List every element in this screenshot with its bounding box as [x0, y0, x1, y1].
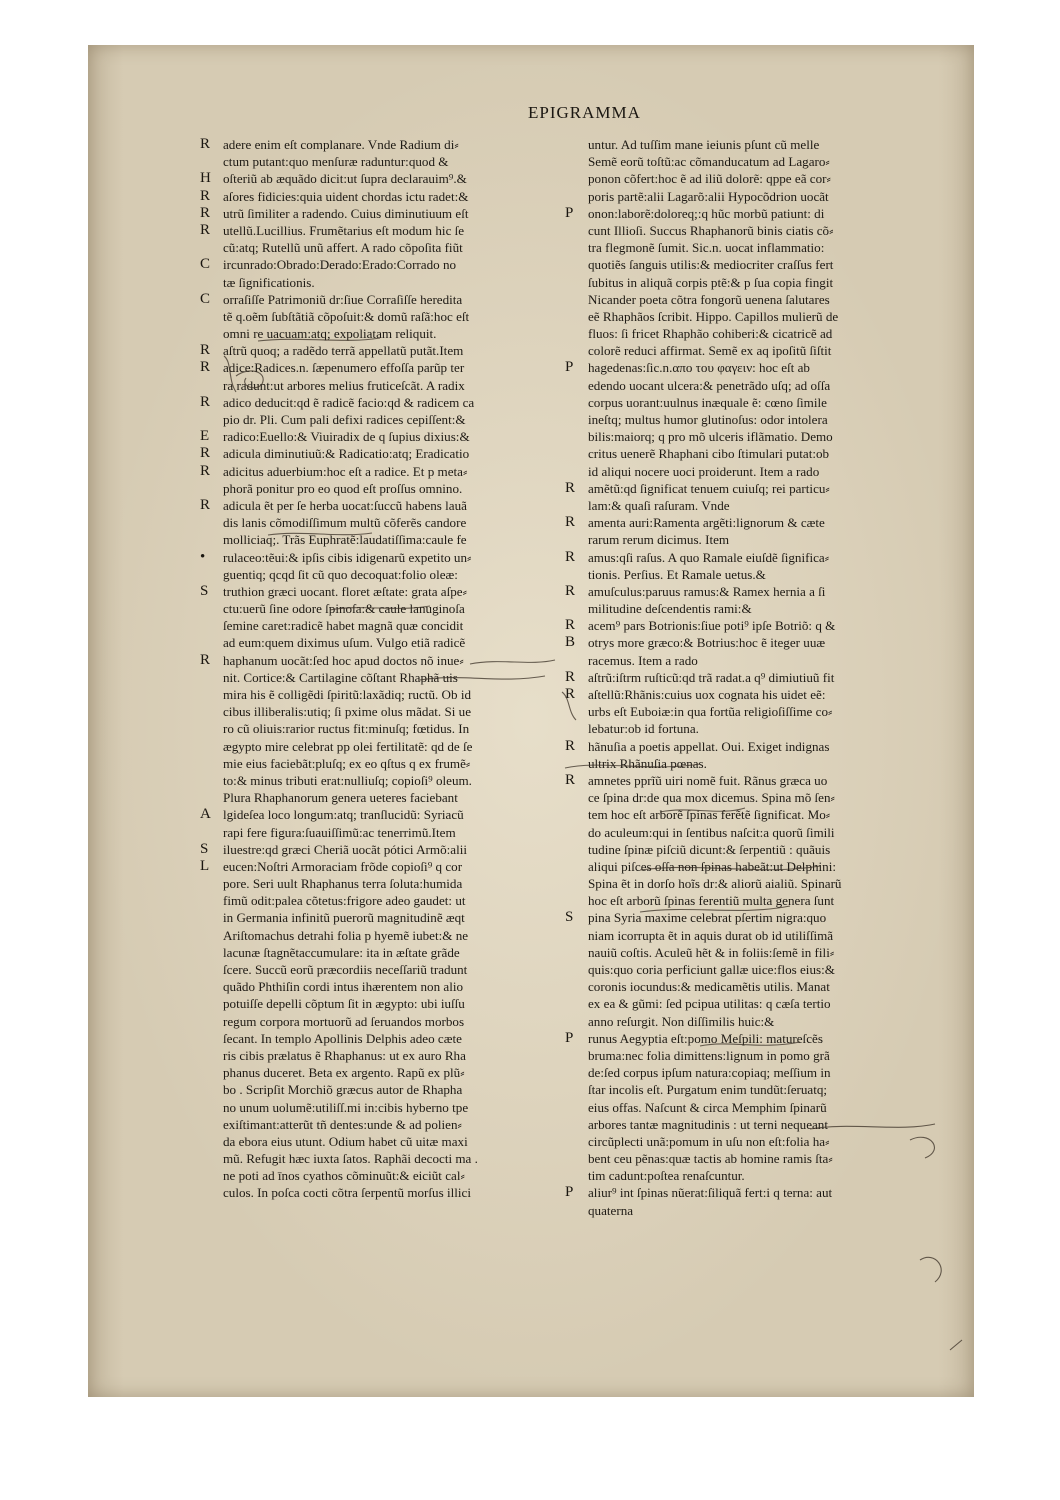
text-line — [565, 1116, 931, 1133]
line-text: phanus duceret. Beta ex argento. Rapũ ex plũ⸗ — [223, 1065, 465, 1081]
text-line — [565, 342, 931, 359]
text-line — [565, 411, 931, 428]
text-line — [565, 188, 931, 205]
text-line — [200, 205, 554, 222]
text-line — [200, 411, 554, 428]
initial-letter: R — [200, 462, 211, 479]
line-text: aſtellũ:Rhãnis:cuius uox cognata his uidet eẽ: — [588, 687, 826, 702]
line-text: no unum uolumẽ:utiliſſ.mi in:cibis hyberno tpe — [223, 1099, 469, 1115]
text-line — [200, 995, 554, 1012]
text-line — [565, 428, 931, 445]
text-line — [565, 1099, 931, 1116]
line-text: ſubitus in aliquã corpis ptẽ:& p ſua copia fingit — [588, 274, 834, 290]
line-text: adice:Radices.n. ſæpenumero effoſſa parũp ter — [223, 360, 465, 376]
text-line — [565, 686, 931, 703]
text-line — [565, 720, 931, 737]
line-text: tudine ſpinæ piſciũ dicunt:& ſerpentiũ : quãuis — [588, 841, 831, 857]
text-line — [200, 909, 554, 926]
text-line — [200, 583, 554, 600]
initial-letter: B — [565, 634, 576, 651]
text-line — [200, 1150, 554, 1167]
line-text: ce ſpina dr:de qua mox dicemus. Spina mõ ſen⸗ — [588, 790, 835, 806]
text-line — [565, 652, 931, 669]
initial-letter: R — [565, 582, 576, 599]
text-line — [565, 755, 931, 772]
text-line — [200, 789, 554, 806]
text-line — [565, 961, 931, 978]
text-line — [565, 841, 931, 858]
text-line — [565, 600, 931, 617]
line-text: do aculeum:qui in ſentibus naſcit:a quorũ ſimili — [588, 824, 835, 840]
line-text: runus Aegyptia eſt:pomo Meſpili: matureſcẽs — [588, 1030, 823, 1046]
initial-letter: R — [200, 359, 211, 376]
line-text: mie eius faciebãt:pluſq; ex eo qſtus q ex frumẽ⸗ — [223, 755, 471, 771]
line-text: fluos: ſi fricet Rhaphão cohiberi:& cicatricẽ ad — [588, 326, 833, 342]
text-line — [200, 703, 554, 720]
text-line — [565, 222, 931, 239]
line-text: critus uenerẽ Rhaphani cibo ſtimulari putat:ob — [588, 446, 830, 462]
initial-letter: R — [565, 548, 576, 565]
line-text: guentiq; qcqd ſit cũ quo decoquat:folio oleæ: — [223, 566, 458, 582]
line-text: amenta auri:Ramenta argẽti:lignorum & cæte — [588, 515, 825, 531]
line-text: amẽtũ:qd ſignificat tenuem cuiuſq; rei particu⸗ — [588, 480, 830, 496]
line-text: ultrix Rhãnuſia pœnas. — [588, 755, 707, 771]
text-line — [565, 291, 931, 308]
text-line — [565, 738, 931, 755]
line-text: hãnuſia a poetis appellat. Oui. Exiget indignas — [588, 738, 830, 754]
text-line — [200, 170, 554, 187]
line-text: amus:qſi raſus. A quo Ramale eiuſdẽ ſignifica⸗ — [588, 549, 830, 565]
line-text: ctum putant:quo menſuræ raduntur:quod & — [223, 154, 449, 170]
text-line — [565, 463, 931, 480]
line-text: quaterna — [588, 1202, 634, 1218]
line-text: quotiẽs ſanguis utilis:& mediocriter craſſus fert — [588, 257, 834, 273]
initial-letter: R — [200, 496, 211, 513]
text-line — [200, 961, 554, 978]
line-text: utrũ ſimiliter a radendo. Cuius diminutiuum eſt — [223, 205, 469, 221]
text-line — [565, 480, 931, 497]
line-text: de:ſed corpus ipſum natura:copiaq; meſſium in — [588, 1065, 831, 1081]
text-line — [565, 1167, 931, 1184]
line-text: amnetes pprĩũ uiri nomẽ fuit. Rãnus græca uo — [588, 772, 828, 788]
line-text: aliqui piſces oſſa non ſpinas habeãt:ut Delphini: — [588, 858, 837, 874]
line-text: cibus illiberalis:utiq; ſi pxime olus mãdat. Si ue — [223, 704, 472, 720]
initial-letter: C — [200, 256, 211, 273]
line-text: arbores tantæ magnitudinis : ut terni nequeant — [588, 1116, 828, 1132]
text-line — [200, 669, 554, 686]
initial-letter: R — [200, 136, 211, 152]
line-text: nauiũ coſtis. Aculeũ hẽt & in foliis:ſemẽ in fili⸗ — [588, 944, 835, 960]
text-line — [200, 463, 554, 480]
line-text: mũ. Refugit hæc iuxta ſatos. Raphãi decocti ma . — [223, 1151, 478, 1167]
text-line — [565, 256, 931, 273]
text-line — [200, 377, 554, 394]
line-text: ægypto mire celebrat pp olei fertilitatẽ: qd de ſe — [223, 738, 473, 754]
text-line — [565, 497, 931, 514]
line-text: pina Syria maxime celebrat pſertim nigra:quo — [588, 910, 827, 926]
initial-letter: R — [200, 221, 211, 238]
initial-letter: C — [200, 290, 211, 307]
text-line — [200, 944, 554, 961]
initial-letter: R — [200, 204, 211, 221]
line-text: lacunæ ſtagnẽtaccumulare: ita in æſtate grãde — [223, 944, 460, 960]
line-text: haphanum uocãt:ſed hoc apud doctos nõ inue⸗ — [223, 652, 464, 668]
line-text: da ebora eius utunt. Odium habet cũ uitæ maxi — [223, 1133, 468, 1149]
text-line — [565, 583, 931, 600]
line-text: adico deducit:qd ẽ radicẽ facio:qd & radicem ca — [223, 394, 475, 410]
right-text-column — [565, 136, 931, 1219]
text-line — [200, 136, 554, 153]
line-text: eucen:Noſtri Armoraciam frõde copioſi⁹ q cor — [223, 858, 463, 874]
line-text: cũ:atq; Rutellũ unũ affert. A rado cõpoſita fiũt — [223, 240, 463, 256]
line-text: aliur⁹ int ſpinas nũerat:ſiliquã fert:i q terna: aut — [588, 1185, 833, 1201]
line-text: bruma:nec folia dimittens:lignum in pomo grã — [588, 1047, 830, 1063]
text-line — [565, 377, 931, 394]
line-text: id aliqui nocere uoci proiderunt. Item a rado — [588, 463, 820, 479]
text-line — [565, 531, 931, 548]
initial-letter: R — [200, 187, 211, 204]
text-line — [565, 858, 931, 875]
text-line — [200, 428, 554, 445]
initial-letter: R — [200, 393, 211, 410]
line-text: ra radunt:ut arbores melius fruticeſcãt. A radix — [223, 377, 465, 393]
line-text: adere enim eſt complanare. Vnde Radium di⸗ — [223, 137, 459, 152]
line-text: adicula diminutiuũ:& Radicatio:atq; Eradicatio — [223, 446, 470, 462]
initial-letter: L — [200, 857, 210, 874]
line-text: Spina ẽt in dorſo hoĩs dr:& aliorũ aialiũ. Spinarũ — [588, 876, 842, 892]
text-line — [565, 274, 931, 291]
text-line — [565, 1133, 931, 1150]
text-line — [565, 978, 931, 995]
text-line — [565, 239, 931, 256]
text-line — [565, 394, 931, 411]
line-text: racemus. Item a rado — [588, 652, 698, 668]
text-line — [200, 600, 554, 617]
line-text: edendo uocant ulcera:& penetrãdo uſq; ad oſſa — [588, 377, 831, 393]
line-text: hoc eſt arborũ ſpinas ferentiũ multa genera ſunt — [588, 893, 835, 909]
text-line — [565, 1202, 931, 1219]
text-line — [200, 738, 554, 755]
line-text: urbs eſt Euboiæ:in qua fortũa religioſiſſime co⸗ — [588, 704, 833, 720]
line-text: lgideſea loco longum:atq; tranſlucidũ: Syriacũ — [223, 807, 464, 823]
text-line — [565, 927, 931, 944]
running-head: EPIGRAMMA — [528, 103, 641, 122]
text-line — [200, 617, 554, 634]
initial-letter: E — [200, 428, 210, 445]
line-text: hagedenas:ſic.n.απο του φαγειν: hoc eſt ab — [588, 360, 810, 376]
line-text: tẽ q.oẽm ſubſtãtiã cõpoſuit:& domũ raſã:hoc eſt — [223, 308, 470, 324]
line-text: radico:Euello:& Viuiradix de q ſupius dixius:& — [223, 429, 470, 445]
text-line — [200, 755, 554, 772]
line-text: aſores fidicies:quia uident chordas ictu radet:& — [223, 188, 469, 204]
text-line — [200, 1133, 554, 1150]
text-line — [200, 188, 554, 205]
text-line — [200, 858, 554, 875]
line-text: ex ea & gũmi: ſed pcipua utilitas: q cæſa tertio — [588, 996, 831, 1012]
text-line — [200, 549, 554, 566]
text-line — [565, 772, 931, 789]
text-line — [565, 909, 931, 926]
text-line — [565, 1047, 931, 1064]
line-text: omni re uacuam:atq; expoliatam reliquit. — [223, 326, 437, 342]
initial-letter: R — [565, 686, 576, 702]
initial-letter: R — [565, 668, 576, 685]
line-text: anno reſurgit. Non diſſimilis huic:& — [588, 1013, 775, 1029]
line-text: bilis:maiorq; q pro mõ ulceris iflãmatio. Demo — [588, 429, 833, 445]
text-line — [200, 394, 554, 411]
text-line — [200, 566, 554, 583]
text-line — [565, 549, 931, 566]
text-line — [200, 927, 554, 944]
initial-letter: R — [200, 445, 211, 462]
text-line — [565, 824, 931, 841]
text-line — [565, 944, 931, 961]
text-line — [200, 239, 554, 256]
text-line — [565, 669, 931, 686]
line-text: ctu:uerũ ſine odore ſpinoſa:& caule lanuginoſa — [223, 601, 465, 617]
line-text: pore. Seri uult Rhaphanus terra ſoluta:humida — [223, 876, 463, 892]
text-line — [200, 720, 554, 737]
line-text: orraſiſſe Patrimoniũ dr:ſiue Corraſiſſe heredita — [223, 291, 463, 307]
text-line — [565, 205, 931, 222]
initial-letter: P — [565, 1029, 574, 1046]
text-line — [565, 153, 931, 170]
initial-letter: R — [565, 514, 576, 531]
line-text: bo . Scripſit Morchiõ græcus autor de Rhapha — [223, 1082, 463, 1098]
line-text: in Germania infinitũ puerorũ magnitudinẽ æqt — [223, 910, 465, 926]
text-line — [565, 359, 931, 376]
line-text: nit. Cortice:& Cartilagine cõſtant Rhaphã uis — [223, 669, 458, 685]
text-line — [200, 325, 554, 342]
text-line — [200, 274, 554, 291]
text-line — [565, 136, 931, 153]
initial-letter: R — [200, 651, 211, 668]
text-line — [200, 153, 554, 170]
text-line — [200, 824, 554, 841]
text-line — [200, 1064, 554, 1081]
line-text: fimũ odit:palea cõtetus:frigore adeo gaudet: ut — [223, 893, 466, 909]
text-line — [565, 995, 931, 1012]
text-line — [565, 875, 931, 892]
line-text: ircunrado:Obrado:Derado:Erado:Corrado no — [223, 257, 457, 273]
text-line — [200, 531, 554, 548]
text-line — [565, 1081, 931, 1098]
text-line — [565, 170, 931, 187]
text-line — [200, 1099, 554, 1116]
line-text: ſemine caret:radicẽ habet magnã quæ concidit — [223, 618, 464, 634]
text-line — [565, 566, 931, 583]
text-line — [565, 892, 931, 909]
line-text: adicitus aduerbium:hoc eſt a radice. Et p meta⸗ — [223, 463, 468, 479]
text-line — [200, 686, 554, 703]
initial-letter: R — [565, 479, 576, 496]
line-text: ſecant. In templo Apollinis Delphis adeo cæte — [223, 1030, 462, 1046]
initial-letter: P — [565, 204, 574, 221]
line-text: adicula ẽt per ſe herba uocat:ſuccũ habens lauã — [223, 497, 467, 513]
text-line — [565, 445, 931, 462]
text-line — [200, 1116, 554, 1133]
line-text: dis lanis cõmodiſſimum multũ cõferẽs candore — [223, 515, 467, 531]
text-line — [200, 1081, 554, 1098]
line-text: aſtrũ quoq; a radẽdo terrã appellatũ putãt.Item — [223, 343, 464, 359]
text-line — [565, 1013, 931, 1030]
text-line — [200, 634, 554, 651]
line-text: acem⁹ pars Botrionis:ſiue poti⁹ ipſe Botriõ: q & — [588, 618, 836, 634]
line-text: circũplecti unã:pomum in uſu non eſt:folia ha⸗ — [588, 1133, 830, 1149]
line-text: culos. In poſca cocti cõtra ſerpentũ morſus illici — [223, 1185, 471, 1201]
initial-letter: A — [200, 806, 211, 823]
text-line — [200, 1184, 554, 1201]
line-text: ſcere. Succũ eorũ præcordiis neceſſariũ tradunt — [223, 962, 468, 977]
line-text: eẽ Rhaphãos ſcribit. Hippo. Capillos mulierũ de — [588, 308, 839, 324]
line-text: pio dr. Pli. Cum pali defixi radices cepiſſent:& — [223, 412, 466, 427]
text-line — [200, 652, 554, 669]
left-text-column — [200, 136, 554, 1202]
text-line — [565, 1184, 931, 1201]
line-text: Plura Rhaphanorum genera ueteres faciebant — [223, 790, 458, 806]
line-text: mira his ẽ colligẽdi ſpiritũ:laxãdiq; ructũ. Ob id — [223, 687, 472, 702]
line-text: rarum rerum dicimus. Item — [588, 532, 730, 548]
text-line — [200, 1030, 554, 1047]
initial-letter: P — [565, 359, 574, 376]
text-line — [200, 978, 554, 995]
line-text: ris cibis prælatus ẽ Rhaphanus: ut ex auro Rha — [223, 1047, 466, 1063]
text-line — [200, 875, 554, 892]
line-text: eius offas. Naſcunt & circa Memphim ſpinarũ — [588, 1099, 827, 1115]
line-text: tionis. Perſius. Et Ramale uetus.& — [588, 566, 766, 582]
line-text: Ariſtomachus detrahi folia p hyemẽ iubet:& ne — [223, 927, 469, 943]
initial-letter: • — [200, 548, 206, 565]
text-line — [200, 892, 554, 909]
text-line — [565, 806, 931, 823]
initial-letter: S — [200, 840, 209, 857]
line-text: Nicander poeta cõtra fongorũ uenena ſalutares — [588, 291, 830, 307]
text-line — [200, 256, 554, 273]
line-text: militudine deſcendentis rami:& — [588, 601, 752, 617]
line-text: amuſculus:paruus ramus:& Ramex hernia a ſi — [588, 583, 826, 599]
line-text: oſteriũ ab æquãdo dicit:ut ſupra declarauim⁹.& — [223, 171, 467, 187]
line-text: ro cũ oliuis:rarior ructus fit:minuſq; fœtidus. In — [223, 721, 470, 737]
text-line — [200, 497, 554, 514]
line-text: cunt Illioſi. Succus Rhaphanorũ binis ciatis cõ⸗ — [588, 222, 834, 238]
initial-letter: R — [565, 617, 576, 634]
line-text: tæ ſignificationis. — [223, 274, 315, 290]
text-line — [565, 617, 931, 634]
text-line — [565, 1150, 931, 1167]
text-line — [200, 841, 554, 858]
text-line — [200, 806, 554, 823]
text-line — [200, 1047, 554, 1064]
initial-letter: H — [200, 170, 211, 187]
line-text: niam icorrupta ẽt in aquis durat ob id utiliſſimã — [588, 927, 834, 943]
line-text: rapi fere figura:ſuauiſſimũ:ac tenerrimũ.Item — [223, 824, 456, 840]
line-text: ad eum:quem diximus uſum. Vulgo etiã radicẽ — [223, 635, 466, 651]
line-text: rulaceo:tẽui:& ipſis cibis idigenarũ expetito un⸗ — [223, 549, 472, 565]
initial-letter: S — [565, 909, 574, 926]
text-line — [200, 359, 554, 376]
line-text: regum corpora mortuorũ ad ſeruandos morbos — [223, 1013, 465, 1029]
text-line — [565, 325, 931, 342]
line-text: phorã ponitur pro eo quod eſt proſſus omnino. — [223, 480, 463, 496]
line-text: quãdo Phthiſin cordi intus ihærentem non alio — [223, 979, 464, 995]
line-text: lebatur:ob id fortuna. — [588, 721, 699, 737]
line-text: potuiſſe depelli cõptum ſit in ægypto: ubi iuſſu — [223, 996, 465, 1012]
text-line — [565, 308, 931, 325]
line-text: Semẽ eorũ toſtũ:ac cõmanducatum ad Lagaro⸗ — [588, 154, 830, 170]
line-text: exiſtimant:atterũt tñ dentes:unde & ad polien⸗ — [223, 1116, 462, 1132]
line-text: bent ceu pẽnas:quæ tactis ab homine ramis ſta⸗ — [588, 1151, 833, 1167]
line-text: tem hoc eſt arborẽ ſpinas ferẽtẽ ſignificat. Mo⸗ — [588, 807, 831, 823]
line-text: ponon cõfert:hoc ẽ ad iliũ dolorẽ: qppe eã cor⸗ — [588, 171, 831, 187]
line-text: tim cadunt:poſtea renaſcuntur. — [588, 1168, 745, 1184]
line-text: ne poti ad īnos cyathos cõminuũt:& eiciũt cal⸗ — [223, 1168, 465, 1184]
text-line — [200, 772, 554, 789]
initial-letter: R — [565, 737, 576, 754]
text-line — [200, 445, 554, 462]
text-line — [200, 291, 554, 308]
line-text: colorẽ reduci affirmat. Semẽ ex aq ipoſitũ ſiſtit — [588, 343, 832, 359]
text-line — [565, 1030, 931, 1047]
line-text: molliciaq;. Trãs Euphratẽ:laudatiſſima:caule fe — [223, 532, 467, 548]
text-line — [565, 634, 931, 651]
initial-letter: P — [565, 1184, 574, 1201]
line-text: to:& minus tributi erat:nulliuſq; copioſi⁹ oleum. — [223, 772, 472, 788]
line-text: ſtar incolis eſt. Purgatum enim tundũt:ſeruatq; — [588, 1082, 828, 1098]
text-line — [200, 222, 554, 239]
line-text: untur. Ad tuſſim mane ieiunis pſunt cũ melle — [588, 137, 820, 152]
line-text: truthion græci uocant. floret æſtate: grata aſpe⸗ — [223, 583, 467, 599]
initial-letter: R — [565, 771, 576, 788]
line-text: coronis iocundus:& medicamẽtis utilis. Manat — [588, 979, 830, 995]
line-text: lam:& quaſi raſuram. Vnde — [588, 497, 730, 513]
text-line — [565, 514, 931, 531]
initial-letter: S — [200, 582, 209, 599]
text-line — [200, 1167, 554, 1184]
line-text: utellũ.Lucillius. Frumẽtarius eſt modum hic ſe — [223, 222, 465, 238]
text-line — [200, 514, 554, 531]
text-line — [200, 480, 554, 497]
line-text: ineſtq; multus humor glutinoſus: odor intolera — [588, 412, 828, 427]
text-line — [565, 703, 931, 720]
text-line — [200, 1013, 554, 1030]
line-text: otrys more græco:& Botrius:hoc ẽ iteger uuæ — [588, 635, 826, 651]
text-line — [200, 342, 554, 359]
text-line — [565, 1064, 931, 1081]
line-text: poris partẽ:alii Lagarõ:alii Hypocõdrion uocãt — [588, 188, 829, 204]
line-text: tra flegmonẽ ſumit. Sic.n. uocat inflammatio: — [588, 240, 825, 256]
line-text: corpus uorant:uulnus inæquale ẽ: cœno ſimile — [588, 394, 827, 410]
line-text: aſtrũ:iſtrm ruſticũ:qd trã radat.a q⁹ dimiutiuũ fit — [588, 669, 835, 685]
text-line — [200, 308, 554, 325]
text-line — [565, 789, 931, 806]
line-text: quis:quo coria perficiunt gallæ uice:flos eius:& — [588, 962, 835, 977]
initial-letter: R — [200, 342, 211, 359]
line-text: onon:laborẽ:doloreq;:q hũc morbũ patiunt: di — [588, 205, 825, 221]
line-text: iluestre:qd græci Cheriã uocãt pótici Armõ:alii — [223, 841, 467, 857]
